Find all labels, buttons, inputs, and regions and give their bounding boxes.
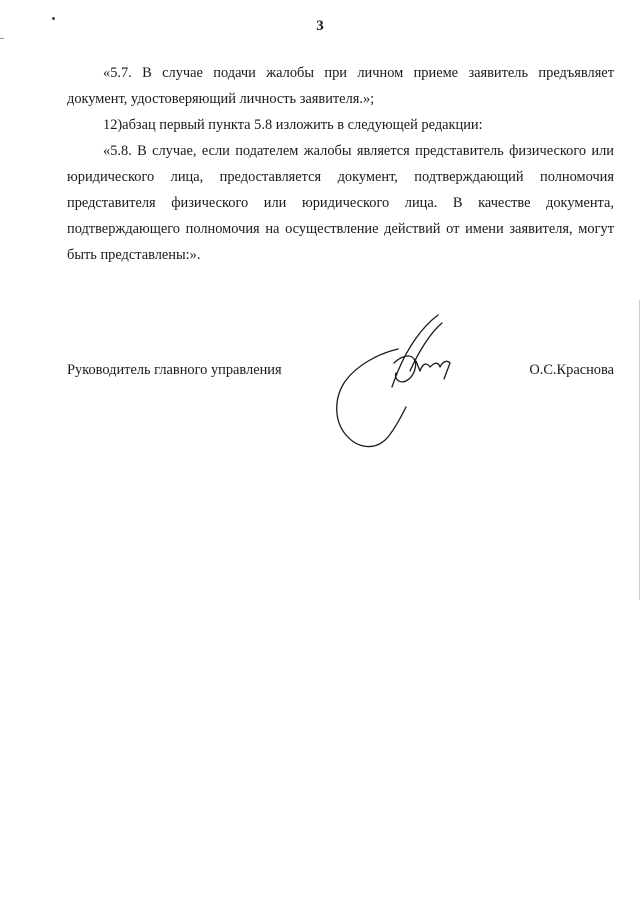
document-body [67, 60, 614, 268]
paragraph-5-8: «5.8. В случае, если подателем жалобы является представитель физического или юридического лица, предоставляется документ, подтверждающий полномочия представителя физического или юридического лица. В качестве документа, подтверждающего полномочия на осуществление действий от имени заявителя, могут быть представлены:». [67, 143, 614, 263]
signatory-title: Руководитель главного управления [67, 362, 282, 378]
margin-mark [0, 38, 4, 39]
paragraph-amendment-12: 12)абзац первый пункта 5.8 изложить в следующей редакции: [103, 117, 483, 133]
page-number: 3 [316, 18, 324, 34]
handwritten-signature [330, 313, 470, 455]
paragraph-5-7: «5.7. В случае подачи жалобы при личном приеме заявитель предъявляет документ, удостоверяющий личность заявителя.»; [67, 65, 614, 107]
signatory-name: О.С.Краснова [529, 362, 614, 378]
